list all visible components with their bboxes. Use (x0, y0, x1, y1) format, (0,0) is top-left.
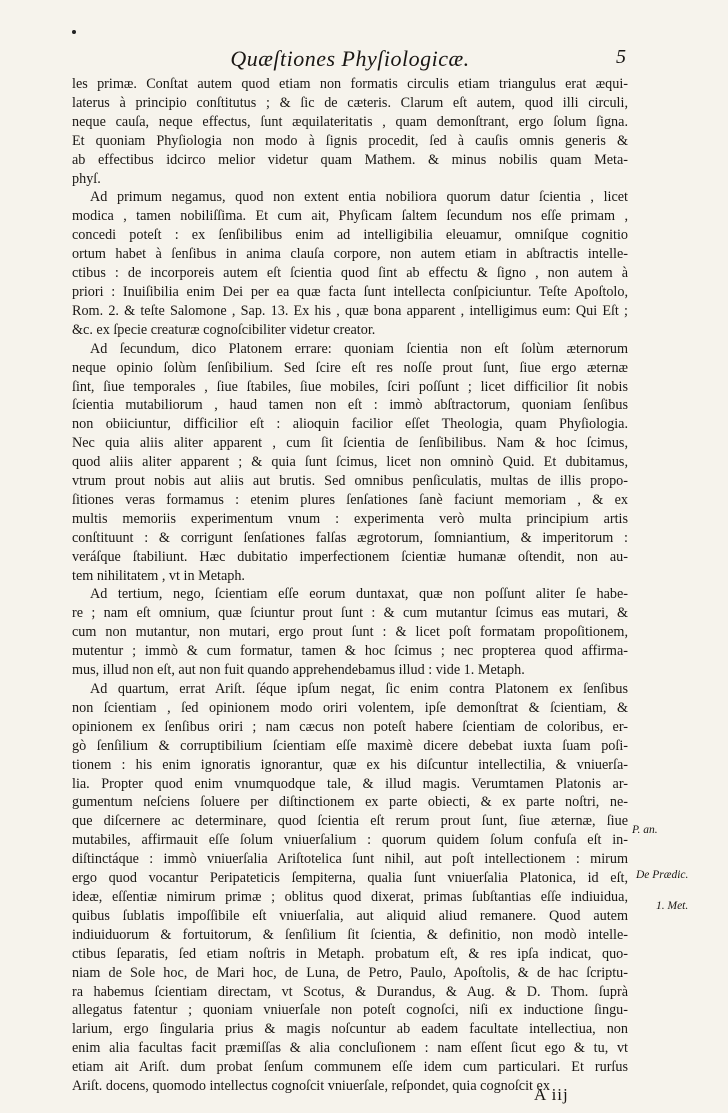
paragraph (72, 188, 628, 339)
text-line: ſitiones veras formamus : etenim plures ſenſationes ſanè faciunt memoriam , & ex (72, 491, 628, 508)
text-line: mutentur ; immò & cum formatur, tamen & hoc ſcimus ; nec propterea quod affirma- (72, 643, 628, 660)
text-line: multis memoriis experimentum vnum : experimenta verò multa principium artis (72, 510, 628, 527)
text-line: etiam ait Ariſt. dum probat ſenſum communem eſſe idem cum particulari. Et rurſus (72, 1059, 628, 1076)
text-line: ctibus ſeparatis, ſed etiam noſtris in Metaph. probatum eſt, & res ipſa indicat, quo- (72, 945, 628, 962)
text-line: Ariſt. docens, quomodo intellectus cognoſcit vniuerſale, reſpondet, quia cognoſcit ex (72, 1078, 550, 1095)
text-line: mus, illud non eſt, aut non fuit quando apprehendebamus illud : vide 1. Metaph. (72, 662, 525, 679)
text-line: allegatus fatentur ; quoniam vniuerſale non poteſt cognoſci, niſi ex inductione ſingu- (72, 1002, 628, 1019)
text-line: indiuiduorum & fortuitorum, & ſenſilium ſit ſcientia, & definitio, non modò intelle- (72, 926, 628, 943)
body-text (72, 75, 628, 1096)
text-line: enim alia facultas facit præmiſſas & alia concluſionem : nam eſſent ſicut ego & tu, vt (72, 1040, 628, 1057)
text-line: &c. ex ſpecie creaturæ cognoſcibiliter videtur creator. (72, 321, 376, 338)
text-line: quod aliis aliter apparent ; & quia ſunt ſcimus, licet non omninò Quid. Et dubitamus, (72, 454, 628, 471)
text-line: Ad primum negamus, quod non extent entia nobiliora quorum datur ſcientia , licet (90, 189, 628, 206)
margin-note-de-praedic: De Prædic. (636, 869, 689, 881)
text-line: Nec quia aliis aliter apparent , cum ſit ſcientia de ſenſibilibus. Nam & hoc ſcimus, (72, 435, 628, 452)
text-line: Et quoniam Phyſiologia non modo à ſignis procedit, ſed à cauſis omnis generis & (72, 132, 628, 149)
running-header: Quæſtiones Phyſiologicæ. (230, 46, 470, 71)
text-line: gumentum neſciens ſoluere per diſtinctionem ex parte obiecti, & ex parte noſtri, ne- (72, 794, 628, 811)
margin-note-p-an: P. an. (632, 824, 658, 836)
text-line: que diſcernere ac determinare, quod ſcientia eſt rerum prout ſunt, ſiue æternæ, ſiue (72, 813, 628, 830)
text-line: neque cauſa, neque effectus, ſunt æquilateritatis , quam demonſtrant, ergo ſolum ſigna. (72, 113, 628, 130)
text-line: ab effectibus idcirco melior videtur quam Mathem. & minus nobilis quam Meta- (72, 151, 628, 168)
text-line: ſint, ſiue temporales , ſiue ſtabiles, ſiue mobiles, ſciri poſſunt ; licet difficilior ſit nobis (72, 378, 628, 395)
text-line: neque opinio ſolùm ſenſibilium. Sed ſcire eſt res noſſe prout ſunt, ſiue ergo æternæ (72, 359, 628, 376)
signature-mark: A iij (534, 1085, 569, 1104)
ink-speck (72, 30, 76, 34)
text-line: concedi poteſt : ex ſenſibilibus enim ad intelligibilia eleuamur, omniſque cognitio (72, 227, 628, 244)
text-line: re ; nam eſt omnium, quæ ſciuntur prout ſunt : & cum mutantur ſcimus eas mutari, & (72, 605, 628, 622)
paragraph (72, 75, 628, 188)
text-line: conſtituunt : & corrigunt ſenſationes falſas ægrotorum, ſomniantium, & imperitorum : (72, 529, 628, 546)
text-line: cum non mutantur, non mutari, ergo prout ſunt : & licet poſt formatam propoſitionem, (72, 624, 628, 641)
paragraph (72, 585, 628, 680)
text-line: niam de Sole hoc, de Mari hoc, de Luna, de Petro, Paulo, Apoſtolis, & de hac ſcriptu- (72, 964, 628, 981)
text-line: larium, ergo ſingularia prius & magis noſcuntur ab eadem facultate intellectiua, non (72, 1021, 628, 1038)
text-line: quibus ſublatis impoſſibile eſt vniuerſalia, aut aliquid aliud remanere. Quod autem (72, 907, 628, 924)
text-line: ſcientia mutabiliorum , haud tamen non eſt : immò abſtractorum, quoniam ſenſibus (72, 397, 628, 414)
text-line: tionem : his enim ignoratis ignorantur, quæ ex his diſcuntur intellectilia, & vniuerſa- (72, 756, 628, 773)
text-line: Rom. 2. & teſte Salomone , Sap. 13. Ex his , quæ bona apparent , intelligimus eum: Qui Eſt ; (72, 302, 628, 319)
text-line: ra habemus ſcientiam directam, vt Scotus, & Durandus, & Aug. & D. Thom. ſuprà (72, 983, 628, 1000)
text-line: lia. Propter quod enim vnumquodque tale, & illud magis. Verumtamen Platonis ar- (72, 775, 628, 792)
page-number: 5 (616, 46, 626, 68)
text-line: phyſ. (72, 170, 101, 187)
text-line: priori : Inuiſibilia enim Dei per ea quæ facta ſunt intellecta conſpiciuntur. Teſte Apoſtolo, (72, 283, 628, 300)
text-line: Ad ſecundum, dico Platonem errare: quoniam ſcientia non eſt ſolùm æternorum (90, 340, 628, 357)
text-line: laterus à principio conſtitutus ; & ſic de cæteris. Clarum eſt autem, quod illi circuli, (72, 94, 628, 111)
text-line: ideæ, eſſentiæ nimirum primæ ; oblitus quod dixerat, primas ſubſtantias eſſe indiuidua, (72, 888, 628, 905)
text-line: veráſque ſtabiliunt. Hæc dubitatio imperfectionem ſcientiæ humanæ oſtendit, non au- (72, 548, 628, 565)
text-line: non ſcientiam , ſed opinionem modo oriri volentem, ipſe demonſtrat & ſcientiam, & (72, 699, 628, 716)
text-line: diſtinctáque : immò vniuerſalia Ariſtotelica ſunt nihil, aut poſt intellectionem : mirum (72, 851, 628, 868)
text-line: vtrum prout nobis aut aliis aut brutis. Sed omnibus penſiculatis, multas de illis propo- (72, 473, 628, 490)
text-line: Ad quartum, errat Ariſt. ſéque ipſum negat, ſic enim contra Platonem ex ſenſibus (90, 681, 628, 697)
text-line: les primæ. Conſtat autem quod etiam non formatis circulis etiam triangulus erat æqui- (72, 76, 628, 92)
text-line: mutabiles, affirmauit eſſe ſolum vniuerſalium : quorum quidem ſolum confuſa eſt in- (72, 832, 628, 849)
text-line: non obiiciuntur, difficilior eſt : alioquin facilior eſſet Theologia, quam Phyſiologia. (72, 416, 628, 433)
text-line: ortum habet à ſenſibus in anima clauſa corpore, non autem etiam in abſtractis intelle- (72, 246, 628, 263)
text-line: gò ſenſilium & corruptibilium ſcientiam eſſe maximè dicere debebat iuxta ſuam poſi- (72, 737, 628, 754)
text-line: ergo quod vocantur Peripateticis ſempiterna, qualia ſunt vniuerſalia Platonica, id eſt, (72, 870, 628, 887)
text-line: Ad tertium, nego, ſcientiam eſſe eorum duntaxat, quæ non poſſunt aliter ſe habe- (90, 586, 628, 603)
text-line: ctibus : de incorporeis autem eſt ſcientia quod ſint ab effectu & ſigno , non autem à (72, 265, 628, 282)
paragraph (72, 340, 628, 586)
paragraph (72, 680, 628, 1096)
margin-note-1-met: 1. Met. (656, 900, 689, 912)
text-line: modica , tamen nobiliſſima. Et cum ait, Phyſicam ſaltem ſecundum nos eſſe primam , (72, 208, 628, 225)
text-line: opinionem ex ſenſibus oriri ; nam cæcus non poteſt habere ſcientiam de coloribus, er- (72, 718, 628, 735)
text-line: tem nihilitatem , vt in Metaph. (72, 567, 245, 584)
